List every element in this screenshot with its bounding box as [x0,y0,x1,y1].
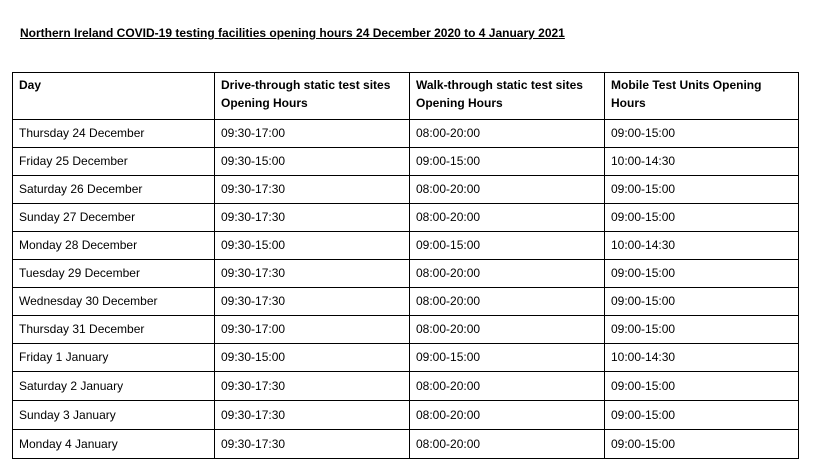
cell-mobile-units-hours: 09:00-15:00 [605,260,799,288]
opening-hours-table [12,72,799,459]
document-title: Northern Ireland COVID-19 testing facilities opening hours 24 December 2020 to 4 January 2021 [20,26,565,40]
cell-walk-through-hours: 08:00-20:00 [410,120,605,148]
cell-walk-through-hours: 08:00-20:00 [410,372,605,401]
cell-walk-through-hours: 08:00-20:00 [410,260,605,288]
table-row [13,148,799,176]
header-drive-through: Drive-through static test sites Opening Hours [215,73,410,120]
table-row [13,232,799,260]
cell-walk-through-hours: 08:00-20:00 [410,176,605,204]
cell-mobile-units-hours: 09:00-15:00 [605,316,799,344]
cell-mobile-units-hours: 09:00-15:00 [605,430,799,459]
cell-walk-through-hours: 08:00-20:00 [410,204,605,232]
cell-day: Sunday 3 January [13,401,215,430]
table-row [13,260,799,288]
header-mobile-units: Mobile Test Units Opening Hours [605,73,799,120]
cell-mobile-units-hours: 09:00-15:00 [605,372,799,401]
cell-drive-through-hours: 09:30-17:00 [215,316,410,344]
cell-day: Friday 1 January [13,344,215,372]
table-row [13,344,799,372]
header-day: Day [13,73,215,120]
cell-drive-through-hours: 09:30-17:00 [215,120,410,148]
cell-day: Tuesday 29 December [13,260,215,288]
cell-walk-through-hours: 08:00-20:00 [410,430,605,459]
table-body [13,120,799,459]
cell-walk-through-hours: 08:00-20:00 [410,288,605,316]
table-row [13,316,799,344]
cell-drive-through-hours: 09:30-15:00 [215,344,410,372]
cell-drive-through-hours: 09:30-17:30 [215,372,410,401]
table-row [13,204,799,232]
cell-drive-through-hours: 09:30-15:00 [215,232,410,260]
cell-day: Thursday 24 December [13,120,215,148]
cell-drive-through-hours: 09:30-17:30 [215,204,410,232]
cell-day: Saturday 2 January [13,372,215,401]
cell-mobile-units-hours: 09:00-15:00 [605,288,799,316]
cell-day: Thursday 31 December [13,316,215,344]
cell-drive-through-hours: 09:30-17:30 [215,176,410,204]
table-row [13,120,799,148]
cell-mobile-units-hours: 09:00-15:00 [605,120,799,148]
cell-mobile-units-hours: 09:00-15:00 [605,401,799,430]
cell-day: Monday 4 January [13,430,215,459]
cell-mobile-units-hours: 09:00-15:00 [605,176,799,204]
cell-walk-through-hours: 09:00-15:00 [410,232,605,260]
cell-walk-through-hours: 09:00-15:00 [410,344,605,372]
cell-mobile-units-hours: 09:00-15:00 [605,204,799,232]
table-row [13,430,799,459]
cell-drive-through-hours: 09:30-17:30 [215,288,410,316]
table-header [13,73,799,120]
table-row [13,288,799,316]
cell-walk-through-hours: 08:00-20:00 [410,401,605,430]
cell-day: Wednesday 30 December [13,288,215,316]
cell-drive-through-hours: 09:30-17:30 [215,260,410,288]
cell-mobile-units-hours: 10:00-14:30 [605,148,799,176]
table-row [13,401,799,430]
cell-walk-through-hours: 09:00-15:00 [410,148,605,176]
cell-day: Sunday 27 December [13,204,215,232]
cell-drive-through-hours: 09:30-15:00 [215,148,410,176]
cell-drive-through-hours: 09:30-17:30 [215,401,410,430]
header-walk-through: Walk-through static test sites Opening Hours [410,73,605,120]
cell-mobile-units-hours: 10:00-14:30 [605,232,799,260]
cell-day: Saturday 26 December [13,176,215,204]
cell-day: Monday 28 December [13,232,215,260]
table-row [13,176,799,204]
cell-walk-through-hours: 08:00-20:00 [410,316,605,344]
cell-day: Friday 25 December [13,148,215,176]
cell-drive-through-hours: 09:30-17:30 [215,430,410,459]
cell-mobile-units-hours: 10:00-14:30 [605,344,799,372]
header-row [13,73,799,120]
table-row [13,372,799,401]
